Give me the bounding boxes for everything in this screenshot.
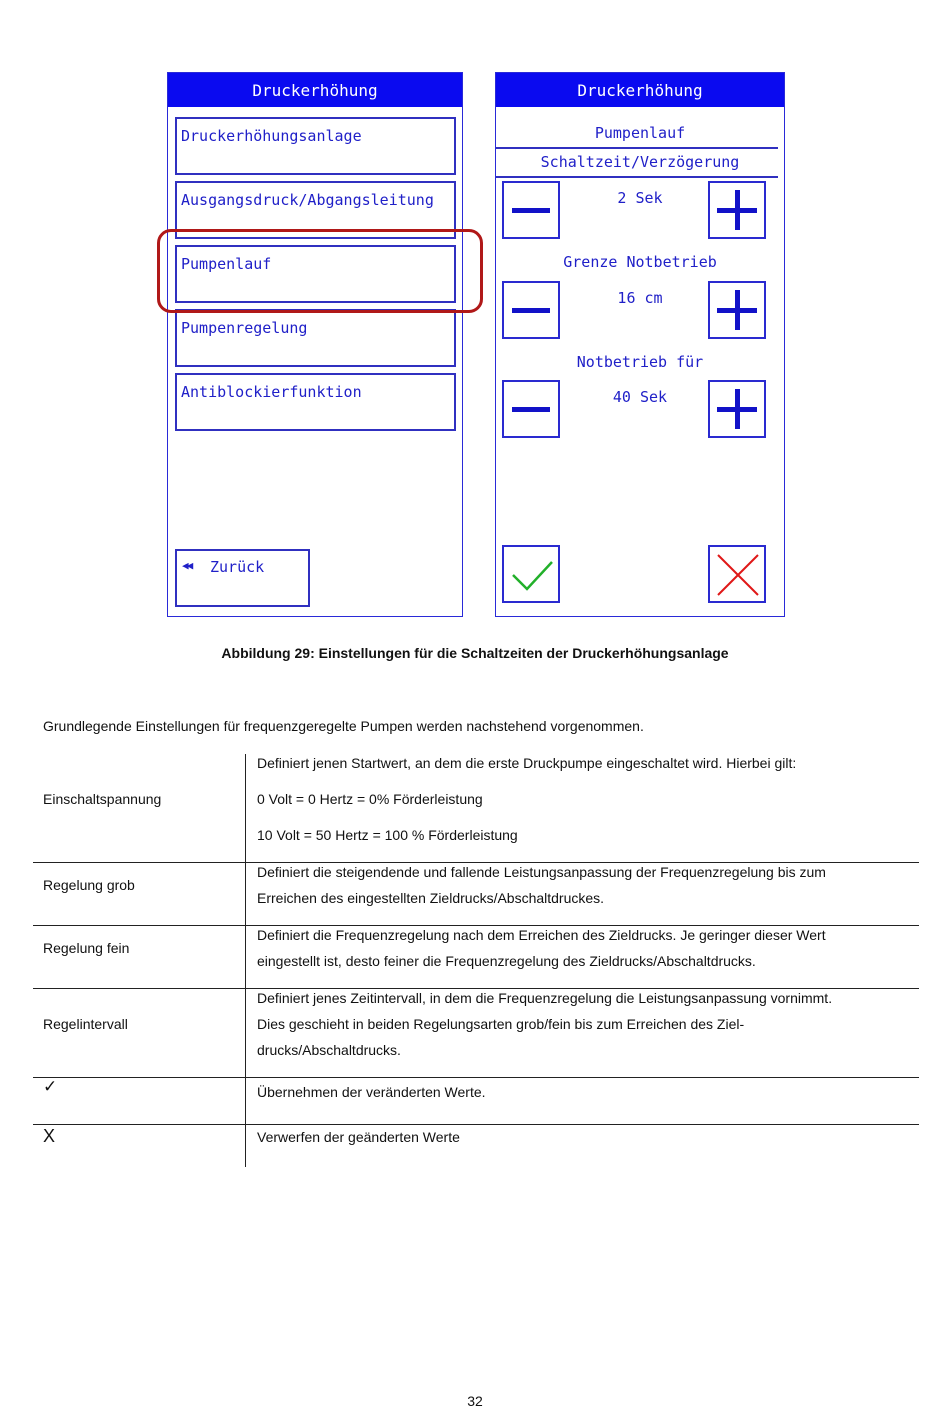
cancel-button[interactable] xyxy=(708,545,766,603)
menu-screen-title: Druckerhöhung xyxy=(168,73,462,107)
cross-icon: X xyxy=(43,1126,56,1146)
setting-value: 40 Sek xyxy=(612,388,668,406)
menu-item-label: Pumpenregelung xyxy=(181,319,308,337)
menu-item-label: Antiblockierfunktion xyxy=(181,383,362,401)
description-line: 0 Volt = 0 Hertz = 0% Förderleistung xyxy=(257,791,483,807)
description-line: Übernehmen der veränderten Werte. xyxy=(257,1084,486,1100)
table-row-label: Einschaltspannung xyxy=(43,791,162,807)
setting-label: Grenze Notbetrieb xyxy=(563,253,717,271)
decrease-button[interactable] xyxy=(502,181,560,239)
divider xyxy=(496,147,778,149)
menu-item-druckerhoehungsanlage[interactable] xyxy=(175,117,456,175)
table-row-label: Regelung grob xyxy=(43,877,135,893)
table-row-description xyxy=(257,750,907,848)
increase-button[interactable] xyxy=(708,281,766,339)
increase-button[interactable] xyxy=(708,380,766,438)
description-line: Verwerfen der geänderten Werte xyxy=(257,1129,460,1145)
description-line: Definiert die Frequenzregelung nach dem Erreichen des Zieldrucks. Je geringer dieser Wert xyxy=(257,927,826,943)
minus-icon xyxy=(512,208,550,213)
settings-screen xyxy=(495,72,785,617)
increase-button[interactable] xyxy=(708,181,766,239)
menu-item-label: Pumpenlauf xyxy=(181,255,272,273)
table-row-label: Regelung fein xyxy=(43,940,130,956)
menu-item-pumpenregelung[interactable] xyxy=(175,309,456,367)
table-row-description xyxy=(257,1079,907,1105)
menu-item-label: Druckerhöhungsanlage xyxy=(181,127,362,145)
decrease-button[interactable] xyxy=(502,281,560,339)
description-line: eingestellt ist, desto feiner die Frequenzregelung des Zieldrucks/Abschaltdrucks. xyxy=(257,953,756,969)
description-line: Dies geschieht in beiden Regelungsarten grob/fein bis zum Erreichen des Ziel- xyxy=(257,1016,745,1032)
table-row-label: Regelintervall xyxy=(43,1016,128,1032)
menu-item-antiblockierfunktion[interactable] xyxy=(175,373,456,431)
description-line: Definiert jenen Startwert, an dem die erste Druckpumpe eingeschaltet wird. Hierbei gilt: xyxy=(257,755,797,771)
confirm-button[interactable] xyxy=(502,545,560,603)
checkmark-icon xyxy=(504,547,560,603)
table-row-description xyxy=(257,985,907,1063)
description-line: Definiert die steigendende und fallende Leistungsanpassung der Frequenzregelung bis zum xyxy=(257,864,826,880)
setting-label: Notbetrieb für xyxy=(576,353,704,371)
setting-value: 2 Sek xyxy=(617,189,663,207)
figure-caption: Abbildung 29: Einstellungen für die Schaltzeiten der Druckerhöhungsanlage xyxy=(221,645,729,661)
back-button[interactable] xyxy=(175,549,310,607)
selection-highlight xyxy=(157,229,483,313)
cross-icon xyxy=(710,547,766,603)
description-line: Definiert jenes Zeitintervall, in dem die Frequenzregelung die Leistungsanpassung vornimmt. xyxy=(257,990,833,1006)
menu-item-label: Ausgangsdruck/Abgangsleitung xyxy=(181,191,434,209)
setting-label: Schaltzeit/Verzögerung xyxy=(540,153,740,171)
minus-icon xyxy=(512,308,550,313)
description-line: drucks/Abschaltdrucks. xyxy=(257,1042,401,1058)
setting-value: 16 cm xyxy=(617,289,663,307)
table-row-description xyxy=(257,1124,907,1150)
menu-screen xyxy=(167,72,463,617)
divider xyxy=(496,176,778,178)
settings-subtitle: Pumpenlauf xyxy=(594,124,686,142)
settings-screen-title: Druckerhöhung xyxy=(496,73,784,107)
table-column-divider xyxy=(245,754,246,1167)
description-line: Erreichen des eingestellten Zieldrucks/Abschaltdruckes. xyxy=(257,890,605,906)
back-arrow-icon: ◀◀ xyxy=(182,559,192,572)
intro-text: Grundlegende Einstellungen für frequenzgeregelte Pumpen werden nachstehend vorgenommen. xyxy=(43,718,644,734)
table-row-description xyxy=(257,859,907,911)
page-number: 32 xyxy=(467,1393,483,1409)
description-line: 10 Volt = 50 Hertz = 100 % Förderleistung xyxy=(257,827,518,843)
minus-icon xyxy=(512,407,550,412)
decrease-button[interactable] xyxy=(502,380,560,438)
checkmark-icon: ✓ xyxy=(43,1077,58,1096)
table-row-description xyxy=(257,922,907,974)
back-button-label: Zurück xyxy=(210,558,265,576)
table-row-divider xyxy=(33,1077,919,1078)
